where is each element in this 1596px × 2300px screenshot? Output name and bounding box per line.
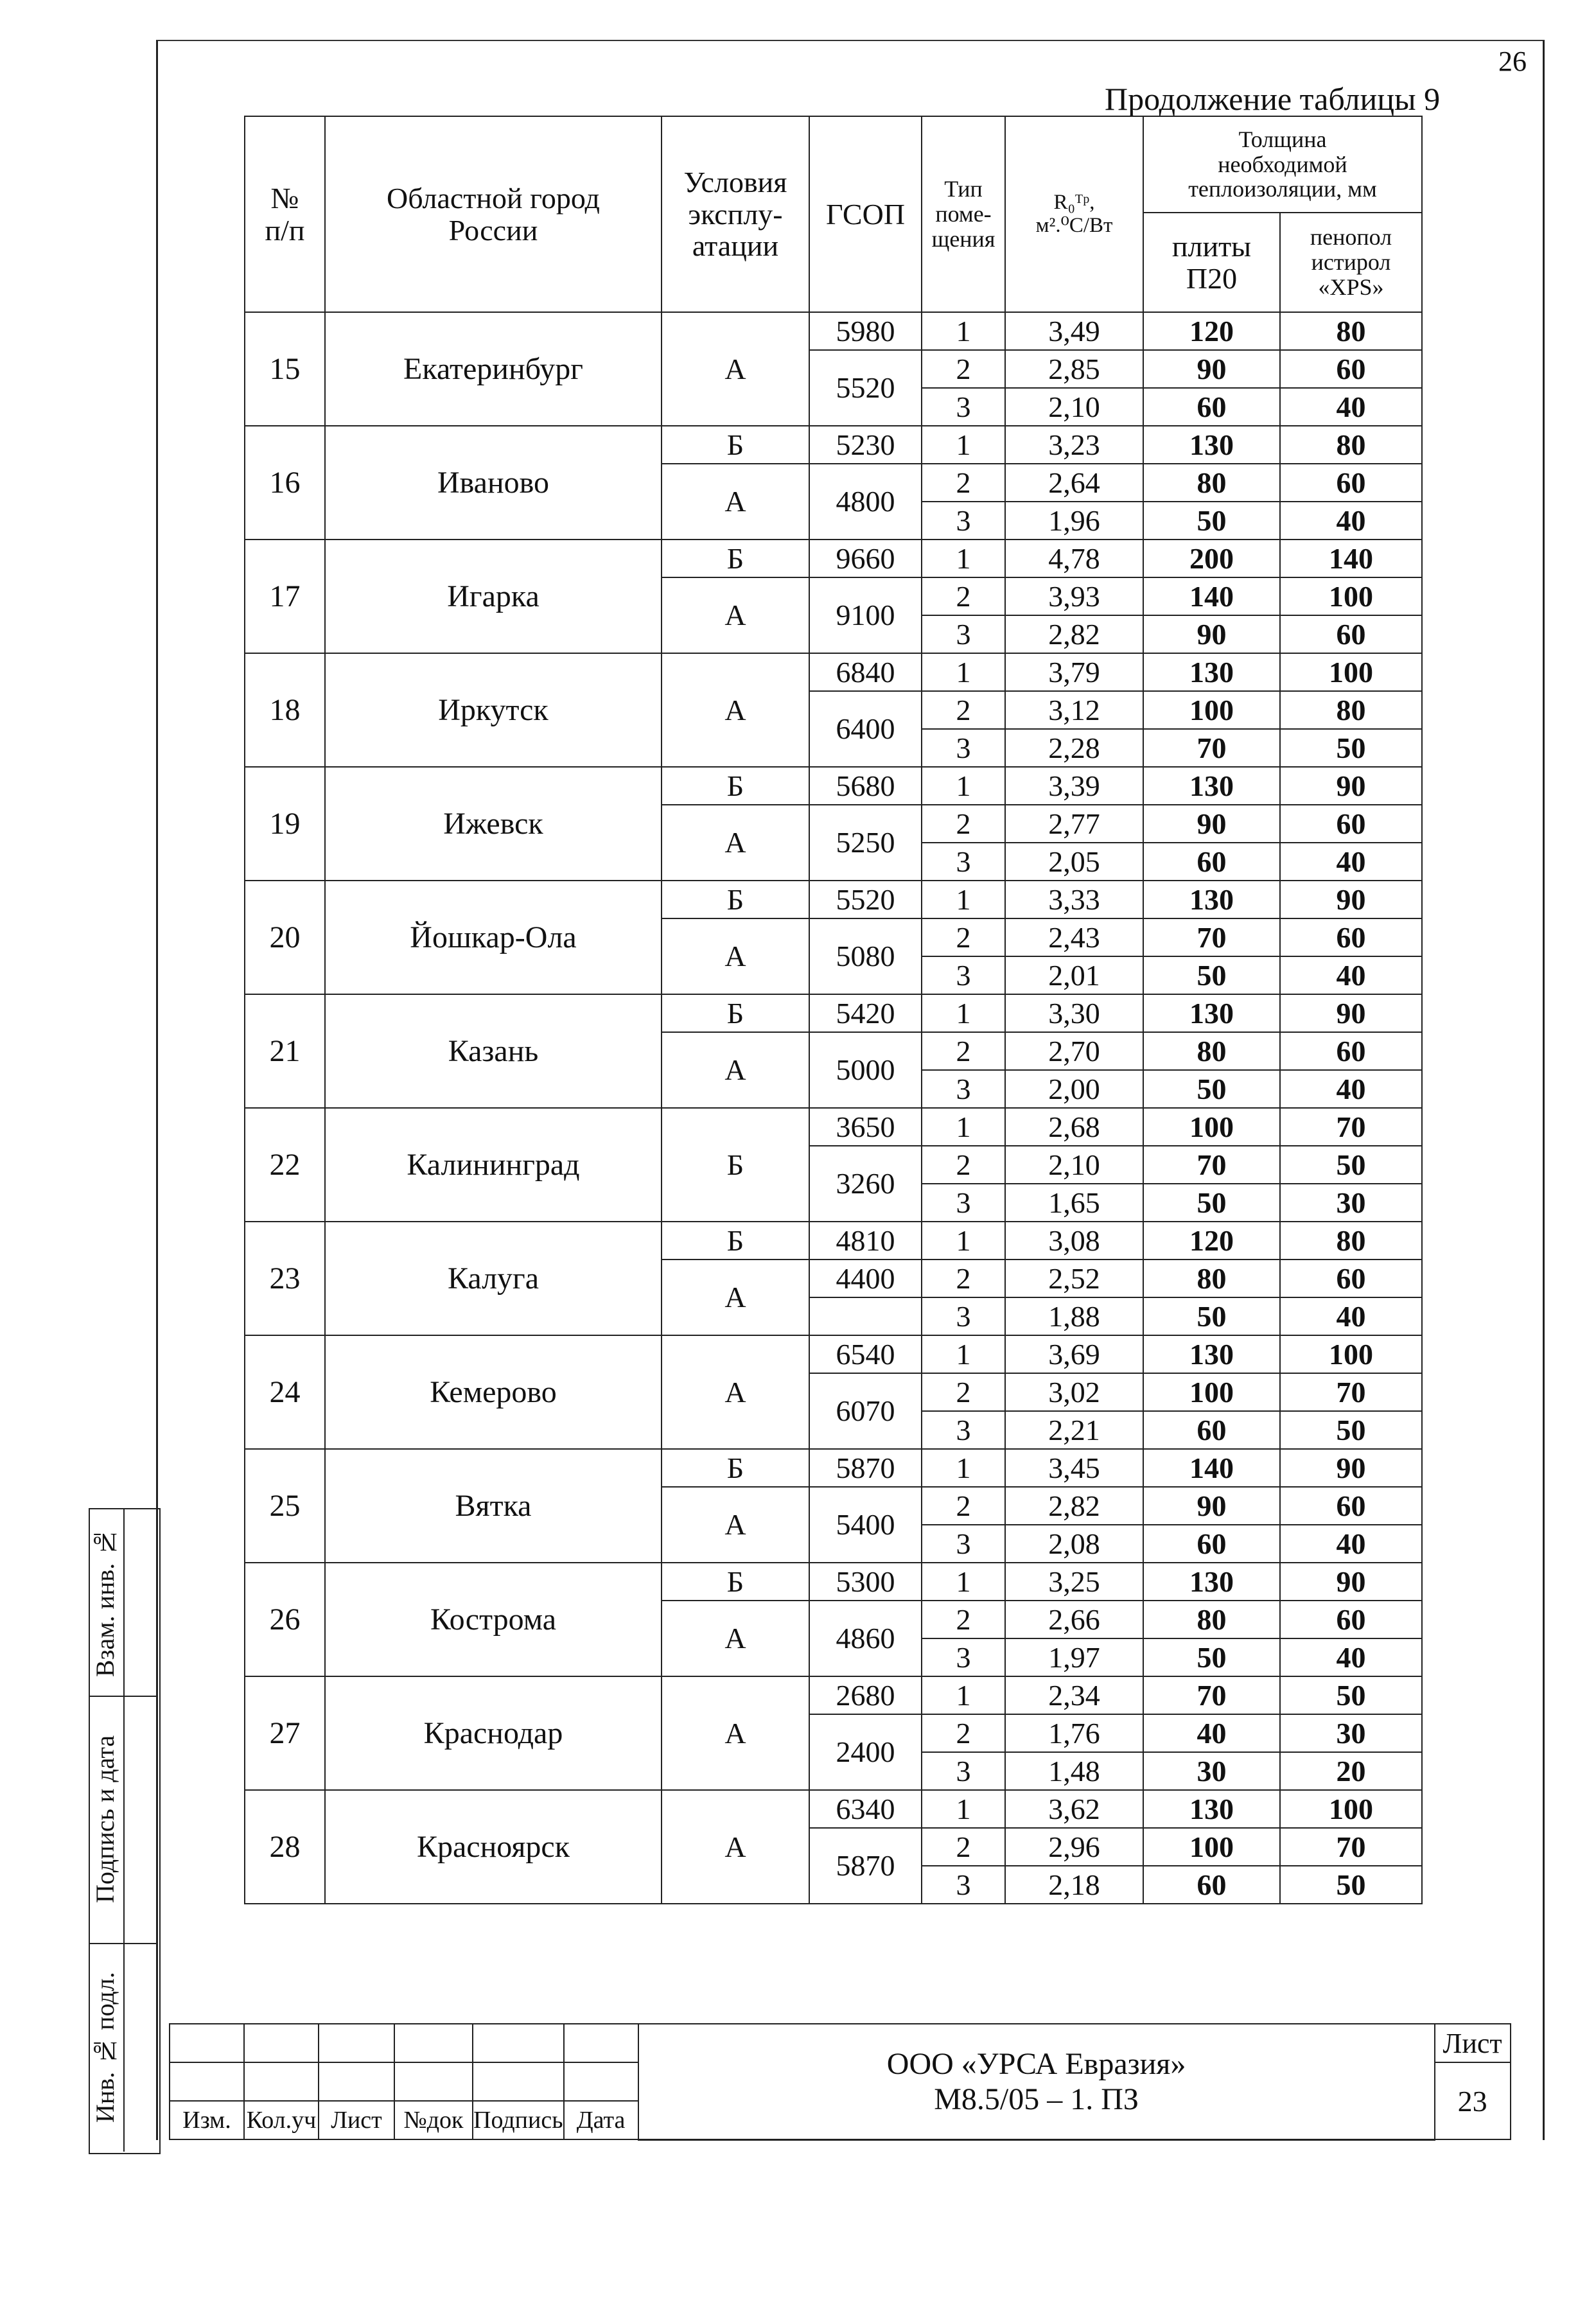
table-row [245,312,1422,350]
city-name: Кострома [325,1563,662,1676]
r0-cell: 3,79 [1005,653,1143,691]
r0-cell: 3,30 [1005,994,1143,1032]
tb-list: Лист [319,2101,394,2139]
r0-cell: 2,64 [1005,464,1143,502]
table-row [245,1335,1422,1373]
room-type-cell: 1 [922,312,1005,350]
gsop-cell: 9100 [809,577,922,653]
r0-cell: 1,97 [1005,1638,1143,1676]
room-type-cell: 1 [922,1335,1005,1373]
conditions-cell: А [662,1790,809,1904]
conditions-cell: Б [662,1563,809,1601]
p20-thickness-cell: 90 [1143,350,1280,388]
xps-thickness-cell: 60 [1280,805,1422,843]
r0-cell: 2,70 [1005,1032,1143,1070]
p20-thickness-cell: 140 [1143,1449,1280,1487]
xps-thickness-cell: 100 [1280,1335,1422,1373]
room-type-cell: 2 [922,918,1005,956]
table-row [245,426,1422,464]
room-type-cell: 2 [922,577,1005,615]
gsop-cell: 6070 [809,1373,922,1449]
header-city: Областной город России [325,116,662,312]
table-row [245,1563,1422,1601]
room-type-cell: 2 [922,1373,1005,1411]
xps-thickness-cell: 80 [1280,426,1422,464]
p20-thickness-cell: 50 [1143,1638,1280,1676]
p20-thickness-cell: 80 [1143,1260,1280,1297]
r0-cell: 2,43 [1005,918,1143,956]
xps-thickness-cell: 40 [1280,1070,1422,1108]
row-number: 15 [245,312,325,426]
xps-thickness-cell: 90 [1280,767,1422,805]
room-type-cell: 3 [922,843,1005,881]
room-type-cell: 1 [922,1222,1005,1260]
r0-cell: 2,68 [1005,1108,1143,1146]
r0-cell: 2,96 [1005,1828,1143,1866]
conditions-cell: Б [662,540,809,577]
r0-cell: 3,62 [1005,1790,1143,1828]
table-row [245,1222,1422,1260]
header-p20: плиты П20 [1143,213,1280,312]
xps-thickness-cell: 50 [1280,1411,1422,1449]
city-name: Калининград [325,1108,662,1222]
p20-thickness-cell: 60 [1143,1866,1280,1904]
xps-thickness-cell: 40 [1280,1297,1422,1335]
gsop-cell: 5520 [809,881,922,918]
conditions-cell: Б [662,881,809,918]
p20-thickness-cell: 50 [1143,1297,1280,1335]
conditions-cell: А [662,464,809,540]
room-type-cell: 3 [922,1752,1005,1790]
gsop-cell: 3260 [809,1146,922,1222]
table-row [245,1108,1422,1146]
table-row [245,1449,1422,1487]
table-body [245,312,1422,1904]
xps-thickness-cell: 90 [1280,994,1422,1032]
r0-cell: 2,18 [1005,1866,1143,1904]
xps-thickness-cell: 60 [1280,350,1422,388]
r0-cell: 1,96 [1005,502,1143,540]
p20-thickness-cell: 100 [1143,1108,1280,1146]
xps-thickness-cell: 90 [1280,881,1422,918]
xps-thickness-cell: 100 [1280,653,1422,691]
gsop-cell: 6340 [809,1790,922,1828]
table-row [245,1790,1422,1828]
city-name: Вятка [325,1449,662,1563]
p20-thickness-cell: 50 [1143,1070,1280,1108]
gsop-cell: 4800 [809,464,922,540]
room-type-cell: 2 [922,805,1005,843]
conditions-cell: А [662,918,809,994]
p20-thickness-cell: 130 [1143,1563,1280,1601]
tb-izm: Изм. [170,2101,244,2139]
gsop-cell: 5520 [809,350,922,426]
row-number: 18 [245,653,325,767]
p20-thickness-cell: 50 [1143,1184,1280,1222]
xps-thickness-cell: 140 [1280,540,1422,577]
p20-thickness-cell: 130 [1143,426,1280,464]
conditions-cell: А [662,653,809,767]
r0-cell: 2,01 [1005,956,1143,994]
r0-cell: 2,10 [1005,1146,1143,1184]
conditions-cell: А [662,1676,809,1790]
p20-thickness-cell: 80 [1143,464,1280,502]
conditions-cell: А [662,1335,809,1449]
row-number: 26 [245,1563,325,1676]
p20-thickness-cell: 30 [1143,1752,1280,1790]
p20-thickness-cell: 200 [1143,540,1280,577]
p20-thickness-cell: 130 [1143,653,1280,691]
room-type-cell: 1 [922,1108,1005,1146]
xps-thickness-cell: 40 [1280,1638,1422,1676]
room-type-cell: 3 [922,729,1005,767]
gsop-cell: 3650 [809,1108,922,1146]
company-name: ООО «УРСА Евразия» [886,2046,1186,2081]
r0-cell: 2,28 [1005,729,1143,767]
title-block [169,2023,1511,2141]
xps-thickness-cell: 50 [1280,1866,1422,1904]
row-number: 17 [245,540,325,653]
p20-thickness-cell: 120 [1143,1222,1280,1260]
city-name: Краснодар [325,1676,662,1790]
gsop-cell: 5250 [809,805,922,881]
xps-thickness-cell: 90 [1280,1563,1422,1601]
p20-thickness-cell: 90 [1143,615,1280,653]
p20-thickness-cell: 100 [1143,1828,1280,1866]
r0-cell: 3,02 [1005,1373,1143,1411]
row-number: 27 [245,1676,325,1790]
r0-cell: 1,48 [1005,1752,1143,1790]
conditions-cell: А [662,1260,809,1335]
gsop-cell: 4860 [809,1601,922,1676]
conditions-cell: А [662,577,809,653]
document-code: М8.5/05 – 1. ПЗ [934,2082,1139,2116]
xps-thickness-cell: 50 [1280,729,1422,767]
tb-koluch: Кол.уч [244,2101,319,2139]
conditions-cell: Б [662,994,809,1032]
conditions-cell: Б [662,1449,809,1487]
gsop-cell: 5680 [809,767,922,805]
conditions-cell: А [662,805,809,881]
side-vzam: Взам. инв. № [91,1527,119,1678]
p20-thickness-cell: 70 [1143,729,1280,767]
room-type-cell: 2 [922,464,1005,502]
city-name: Игарка [325,540,662,653]
xps-thickness-cell: 50 [1280,1146,1422,1184]
xps-thickness-cell: 70 [1280,1373,1422,1411]
room-type-cell: 1 [922,653,1005,691]
room-type-cell: 2 [922,691,1005,729]
city-name: Иркутск [325,653,662,767]
header-room-type: Тип поме- щения [922,116,1005,312]
p20-thickness-cell: 90 [1143,805,1280,843]
gsop-cell: 6400 [809,691,922,767]
xps-thickness-cell: 60 [1280,1487,1422,1525]
r0-cell: 3,49 [1005,312,1143,350]
side-inv: Инв. № подл. [91,1972,119,2123]
gsop-cell: 6540 [809,1335,922,1373]
p20-thickness-cell: 70 [1143,918,1280,956]
table-caption: Продолжение таблицы 9 [1105,81,1441,117]
gsop-cell: 5400 [809,1487,922,1563]
p20-thickness-cell: 130 [1143,767,1280,805]
p20-thickness-cell: 130 [1143,881,1280,918]
row-number: 19 [245,767,325,881]
row-number: 28 [245,1790,325,1904]
gsop-cell: 2400 [809,1714,922,1790]
conditions-cell: А [662,312,809,426]
conditions-cell: Б [662,1222,809,1260]
xps-thickness-cell: 60 [1280,1601,1422,1638]
room-type-cell: 1 [922,1563,1005,1601]
p20-thickness-cell: 100 [1143,691,1280,729]
row-number: 23 [245,1222,325,1335]
xps-thickness-cell: 60 [1280,1032,1422,1070]
xps-thickness-cell: 60 [1280,464,1422,502]
xps-thickness-cell: 40 [1280,843,1422,881]
r0-cell: 2,82 [1005,615,1143,653]
r0-cell: 1,76 [1005,1714,1143,1752]
p20-thickness-cell: 100 [1143,1373,1280,1411]
r0-cell: 3,08 [1005,1222,1143,1260]
city-name: Красноярск [325,1790,662,1904]
conditions-cell: А [662,1601,809,1676]
gsop-cell: 6840 [809,653,922,691]
header-thickness: Толщина необходимой теплоизоляции, мм [1143,116,1422,213]
city-name: Екатеринбург [325,312,662,426]
p20-thickness-cell: 130 [1143,994,1280,1032]
r0-cell: 2,08 [1005,1525,1143,1563]
table-row [245,881,1422,918]
p20-thickness-cell: 120 [1143,312,1280,350]
p20-thickness-cell: 130 [1143,1790,1280,1828]
r0-cell: 2,05 [1005,843,1143,881]
room-type-cell: 3 [922,1525,1005,1563]
room-type-cell: 2 [922,1260,1005,1297]
p20-thickness-cell: 80 [1143,1601,1280,1638]
room-type-cell: 1 [922,881,1005,918]
xps-thickness-cell: 90 [1280,1449,1422,1487]
xps-thickness-cell: 40 [1280,956,1422,994]
city-name: Ижевск [325,767,662,881]
gsop-cell: 2680 [809,1676,922,1714]
gsop-cell [809,1297,922,1335]
room-type-cell: 3 [922,615,1005,653]
room-type-cell: 3 [922,1184,1005,1222]
xps-thickness-cell: 40 [1280,388,1422,426]
p20-thickness-cell: 50 [1143,956,1280,994]
room-type-cell: 2 [922,1828,1005,1866]
conditions-cell: А [662,1487,809,1563]
r0-cell: 2,77 [1005,805,1143,843]
p20-thickness-cell: 70 [1143,1676,1280,1714]
page-number: 26 [1498,46,1527,77]
r0-cell: 2,21 [1005,1411,1143,1449]
gsop-cell: 5870 [809,1449,922,1487]
room-type-cell: 3 [922,1070,1005,1108]
tb-data: Дата [564,2101,638,2139]
r0-cell: 3,39 [1005,767,1143,805]
conditions-cell: Б [662,1108,809,1222]
r0-cell: 3,33 [1005,881,1143,918]
p20-thickness-cell: 40 [1143,1714,1280,1752]
header-r0: R₀ᵀᵖ, м².⁰С/Вт [1005,116,1143,312]
r0-cell: 2,00 [1005,1070,1143,1108]
r0-cell: 2,52 [1005,1260,1143,1297]
gsop-cell: 5420 [809,994,922,1032]
xps-thickness-cell: 70 [1280,1108,1422,1146]
row-number: 20 [245,881,325,994]
r0-cell: 2,34 [1005,1676,1143,1714]
p20-thickness-cell: 80 [1143,1032,1280,1070]
room-type-cell: 1 [922,426,1005,464]
header-gsop: ГСОП [809,116,922,312]
header-xps: пенопол истирол «XPS» [1280,213,1422,312]
conditions-cell: А [662,1032,809,1108]
row-number: 25 [245,1449,325,1563]
gsop-cell: 5080 [809,918,922,994]
table-row [245,767,1422,805]
room-type-cell: 3 [922,502,1005,540]
room-type-cell: 2 [922,1487,1005,1525]
city-name: Иваново [325,426,662,540]
xps-thickness-cell: 60 [1280,1260,1422,1297]
xps-thickness-cell: 30 [1280,1714,1422,1752]
room-type-cell: 1 [922,767,1005,805]
room-type-cell: 3 [922,1297,1005,1335]
sheet-label: Лист [1435,2024,1511,2062]
gsop-cell: 5300 [809,1563,922,1601]
gsop-cell: 5980 [809,312,922,350]
table-row [245,540,1422,577]
conditions-cell: Б [662,426,809,464]
r0-cell: 2,85 [1005,350,1143,388]
r0-cell: 3,23 [1005,426,1143,464]
gsop-cell: 5230 [809,426,922,464]
p20-thickness-cell: 60 [1143,1411,1280,1449]
city-name: Кемерово [325,1335,662,1449]
tb-podpis: Подпись [473,2101,564,2139]
r0-cell: 3,93 [1005,577,1143,615]
r0-cell: 2,10 [1005,388,1143,426]
xps-thickness-cell: 80 [1280,1222,1422,1260]
tb-ndok: №док [394,2101,473,2139]
header-conditions: Условия эксплу- атации [662,116,809,312]
room-type-cell: 2 [922,1714,1005,1752]
gsop-cell: 5000 [809,1032,922,1108]
row-number: 21 [245,994,325,1108]
sheet-number: 23 [1435,2062,1511,2139]
table-row [245,653,1422,691]
xps-thickness-cell: 40 [1280,1525,1422,1563]
r0-cell: 3,45 [1005,1449,1143,1487]
city-name: Йошкар-Ола [325,881,662,994]
gsop-cell: 5870 [809,1828,922,1904]
p20-thickness-cell: 60 [1143,1525,1280,1563]
r0-cell: 2,66 [1005,1601,1143,1638]
room-type-cell: 3 [922,388,1005,426]
xps-thickness-cell: 60 [1280,615,1422,653]
room-type-cell: 3 [922,1411,1005,1449]
side-stamp-divider [123,1508,125,2152]
xps-thickness-cell: 30 [1280,1184,1422,1222]
xps-thickness-cell: 80 [1280,312,1422,350]
r0-cell: 3,69 [1005,1335,1143,1373]
row-number: 16 [245,426,325,540]
insulation-table [244,116,1423,1904]
p20-thickness-cell: 50 [1143,502,1280,540]
room-type-cell: 1 [922,1676,1005,1714]
room-type-cell: 2 [922,350,1005,388]
xps-thickness-cell: 100 [1280,577,1422,615]
xps-thickness-cell: 50 [1280,1676,1422,1714]
xps-thickness-cell: 100 [1280,1790,1422,1828]
xps-thickness-cell: 80 [1280,691,1422,729]
room-type-cell: 3 [922,1866,1005,1904]
p20-thickness-cell: 60 [1143,388,1280,426]
r0-cell: 3,12 [1005,691,1143,729]
room-type-cell: 3 [922,956,1005,994]
row-number: 24 [245,1335,325,1449]
r0-cell: 1,65 [1005,1184,1143,1222]
room-type-cell: 1 [922,1790,1005,1828]
xps-thickness-cell: 20 [1280,1752,1422,1790]
table-row [245,1676,1422,1714]
city-name: Калуга [325,1222,662,1335]
room-type-cell: 2 [922,1601,1005,1638]
p20-thickness-cell: 130 [1143,1335,1280,1373]
header-num: № п/п [245,116,325,312]
room-type-cell: 1 [922,1449,1005,1487]
room-type-cell: 1 [922,540,1005,577]
p20-thickness-cell: 90 [1143,1487,1280,1525]
r0-cell: 2,82 [1005,1487,1143,1525]
room-type-cell: 1 [922,994,1005,1032]
city-name: Казань [325,994,662,1108]
conditions-cell: Б [662,767,809,805]
r0-cell: 3,25 [1005,1563,1143,1601]
r0-cell: 1,88 [1005,1297,1143,1335]
table-row [245,994,1422,1032]
xps-thickness-cell: 60 [1280,918,1422,956]
xps-thickness-cell: 40 [1280,502,1422,540]
p20-thickness-cell: 70 [1143,1146,1280,1184]
room-type-cell: 2 [922,1146,1005,1184]
r0-cell: 4,78 [1005,540,1143,577]
side-podpis: Подпись и дата [91,1735,119,1904]
p20-thickness-cell: 60 [1143,843,1280,881]
p20-thickness-cell: 140 [1143,577,1280,615]
xps-thickness-cell: 70 [1280,1828,1422,1866]
room-type-cell: 3 [922,1638,1005,1676]
gsop-cell: 4400 [809,1260,922,1297]
room-type-cell: 2 [922,1032,1005,1070]
gsop-cell: 9660 [809,540,922,577]
gsop-cell: 4810 [809,1222,922,1260]
row-number: 22 [245,1108,325,1222]
